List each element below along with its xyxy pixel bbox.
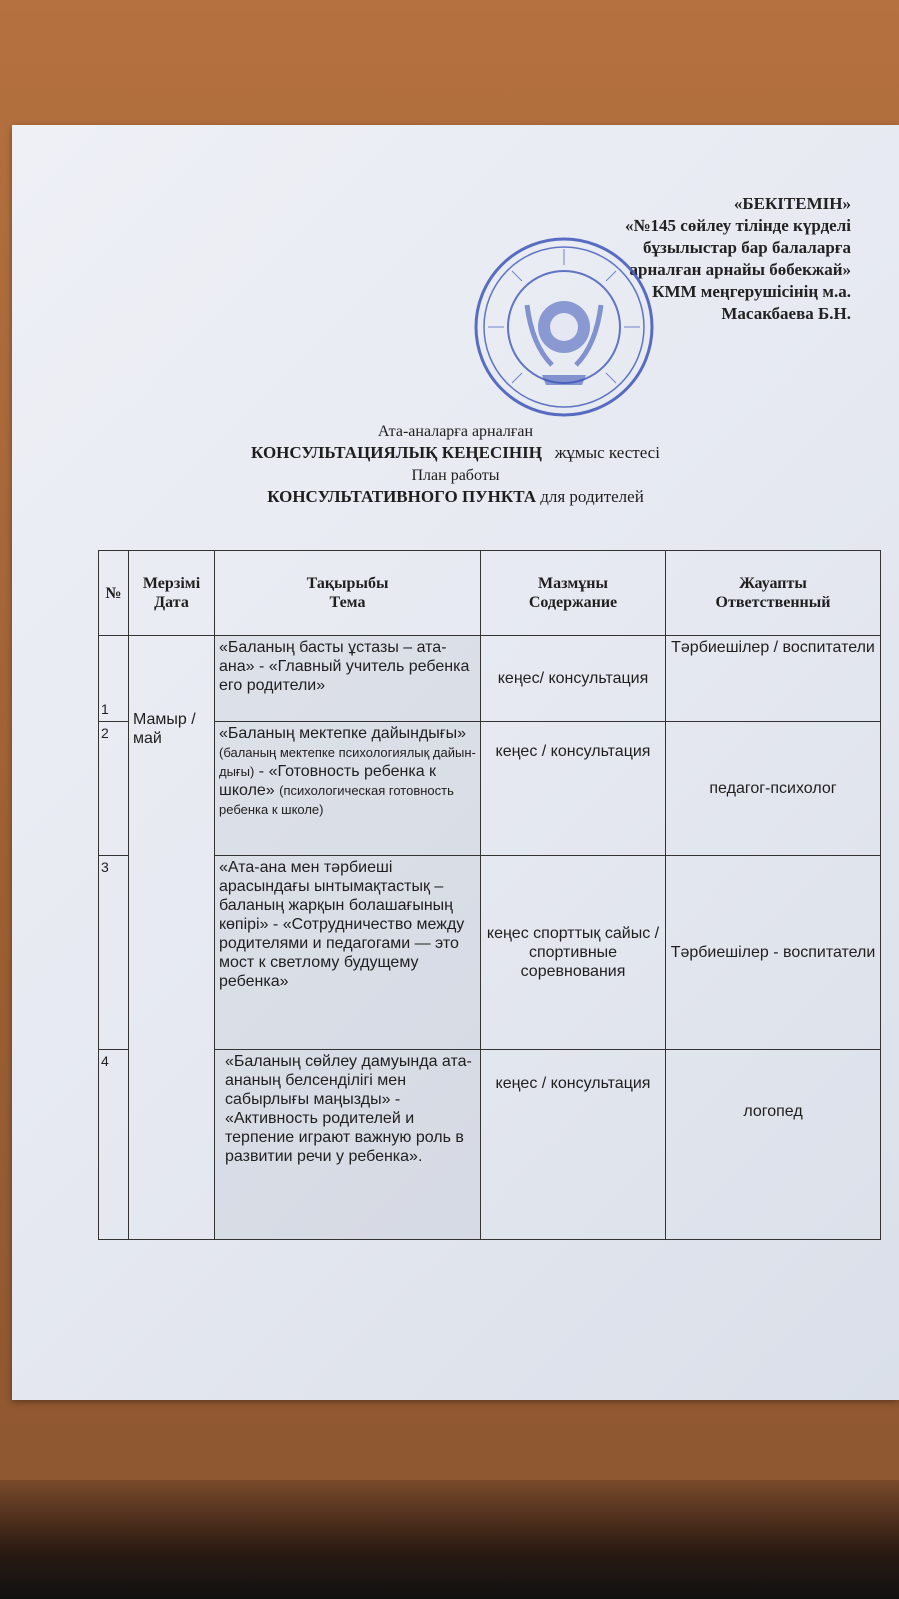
row-number: 2: [99, 722, 129, 856]
content-cell: кеңес спорттық сайыс / спортивные соревнования: [481, 856, 666, 1050]
header-date-ru: Дата: [154, 594, 189, 611]
header-content-kz: Мазмұны: [538, 575, 608, 592]
date-cell: Мамыр / май: [129, 636, 215, 1240]
header-resp-kz: Жауапты: [739, 575, 807, 592]
header-content-ru: Содержание: [528, 594, 618, 611]
row-number: 4: [99, 1050, 129, 1240]
heading-kz-sub: Ата-аналарға арналған: [377, 423, 534, 440]
heading-kz-rest: жұмыс кестесі: [554, 443, 660, 462]
topic-note: (баланың мектепке психологиялық дайын-дығы): [219, 745, 476, 779]
header-content: [481, 551, 666, 636]
heading-kz-bold: КОНСУЛЬТАЦИЯЛЫҚ КЕҢЕСІНІҢ: [251, 443, 542, 462]
desk-background: [0, 1480, 899, 1599]
table-row: [99, 856, 881, 1050]
heading-ru-sub: План работы: [411, 467, 500, 484]
approval-block: [625, 193, 851, 325]
header-date: [129, 551, 215, 636]
document-page: [12, 125, 899, 1400]
header-topic-ru: Тема: [329, 594, 366, 611]
official-seal-icon: [472, 235, 657, 420]
heading-kz-main: [12, 443, 899, 463]
header-num: №: [99, 551, 129, 636]
header-topic-kz: Тақырыбы: [306, 575, 389, 592]
responsible-cell: Тәрбиешілер / воспитатели: [666, 636, 881, 722]
topic-cell: [215, 722, 481, 856]
heading-ru-bold: КОНСУЛЬТАТИВНОГО ПУНКТА: [267, 487, 536, 506]
topic-main: - «Готовность ребенка к школе»: [219, 763, 437, 799]
table-header-row: [99, 551, 881, 636]
heading-ru-rest: для родителей: [540, 487, 644, 506]
header-resp-ru: Ответственный: [715, 594, 831, 611]
topic-cell: «Ата-ана мен тәрбиеші арасындағы ынтымақтастық – баланың жарқын болашағының көпірі» - «Сотрудничество между родителями и педагогами — это мост к светлому будущему ребенка»: [215, 856, 481, 1050]
row-number: 1: [99, 636, 129, 722]
content-cell: кеңес / консультация: [481, 1050, 666, 1240]
approval-line: «№145 сөйлеу тілінде күрделі: [624, 216, 851, 235]
topic-main: «Баланың мектепке дайындығы»: [219, 725, 467, 742]
table-row: [99, 1050, 881, 1240]
approval-title: «БЕКІТЕМІН»: [733, 194, 851, 213]
responsible-cell: педагог-психолог: [666, 722, 881, 856]
header-topic: [215, 551, 481, 636]
topic-cell: «Баланың басты ұстазы – ата-ана» - «Главный учитель ребенка его родители»: [215, 636, 481, 722]
topic-cell: «Баланың сөйлеу дамуында ата-ананың белсенділігі мен сабырлығы маңызды» - «Активность родителей и терпение играют важную роль в развитии речи у ребенка».: [215, 1050, 481, 1240]
approval-line: арналған арнайы бөбекжай»: [629, 260, 851, 279]
heading-ru-main: [12, 487, 899, 507]
schedule-table: [98, 550, 881, 1240]
content-cell: кеңес / консультация: [481, 722, 666, 856]
responsible-cell: логопед: [666, 1050, 881, 1240]
table-row: [99, 636, 881, 722]
header-date-kz: Мерзімі: [142, 575, 201, 592]
row-number: 3: [99, 856, 129, 1050]
topic-note: (психологическая готовность ребенка к школе): [219, 783, 454, 817]
approval-line: бұзылыстар бар балаларға: [643, 238, 851, 257]
table-row: [99, 722, 881, 856]
approval-signature: Масакбаева Б.Н.: [721, 304, 851, 323]
approval-line: КММ меңгерушісінің м.а.: [652, 282, 851, 301]
header-responsible: [666, 551, 881, 636]
responsible-cell: Тәрбиешілер - воспитатели: [666, 856, 881, 1050]
content-cell: кеңес/ консультация: [481, 636, 666, 722]
